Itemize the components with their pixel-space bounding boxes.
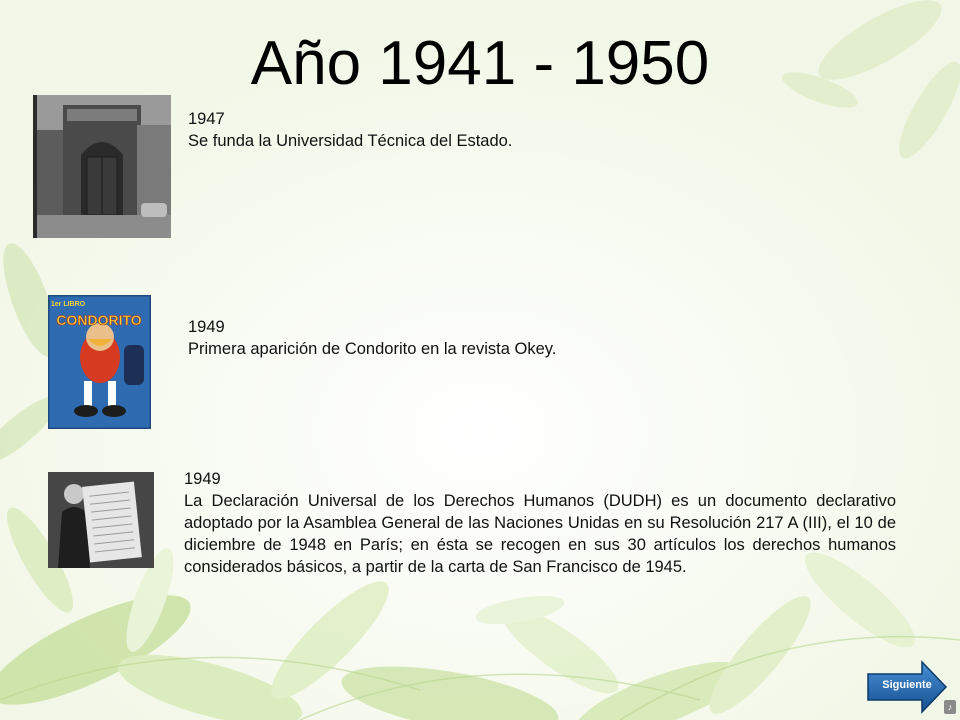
speaker-icon[interactable]: ♪ — [944, 700, 956, 714]
entry-text: La Declaración Universal de los Derechos Humanos (DUDH) es un documento declarativo adoptado por la Asamblea General de las Naciones Unidas en su Resolución 217 A (III), el 10 de diciembre de 1948 en París; en ésta se recogen en sus 30 artículos los derechos humanos considerados básicos, a partir de la carta de San Francisco de 1945. — [184, 492, 896, 576]
entry-text: Primera aparición de Condorito en la revista Okey. — [188, 340, 557, 358]
next-button-label: Siguiente — [882, 679, 932, 691]
entry-year: 1949 — [188, 318, 225, 336]
university-building-photo — [33, 95, 171, 238]
timeline-entry-1949-dudh — [184, 468, 896, 578]
condorito-comic-cover — [48, 295, 151, 429]
timeline-entry-1949-condorito — [188, 316, 788, 360]
slide-title: Año 1941 - 1950 — [250, 29, 710, 98]
entry-year: 1949 — [184, 470, 221, 488]
timeline-entry-1947 — [188, 108, 788, 152]
next-button[interactable] — [866, 660, 948, 714]
comic-title-text: CONDORITO — [56, 312, 142, 328]
human-rights-declaration-photo — [48, 472, 154, 568]
entry-year: 1947 — [188, 110, 225, 128]
comic-tag-text: 1er LIBRO — [50, 301, 86, 308]
entry-text: Se funda la Universidad Técnica del Estado. — [188, 132, 513, 150]
